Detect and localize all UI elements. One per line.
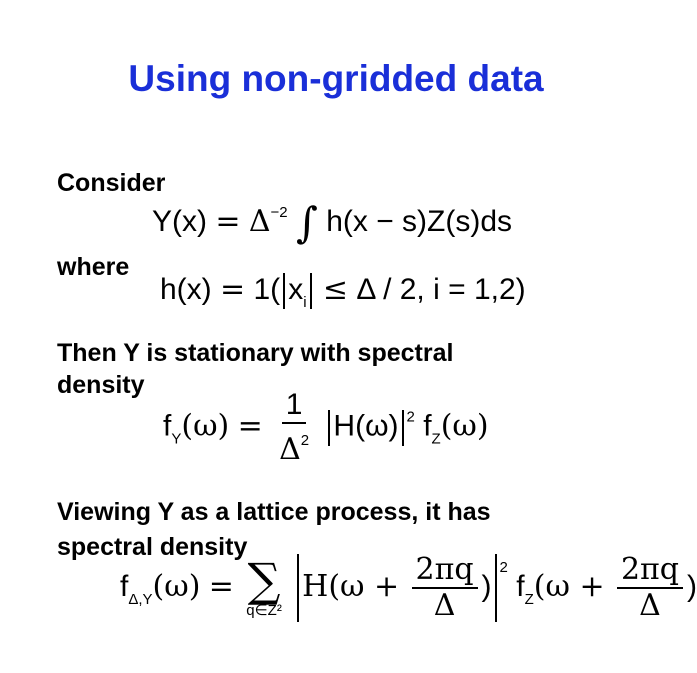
eq4-close2: ): [686, 569, 697, 603]
norm2-bar-right: [495, 554, 497, 622]
eq3-h: H(ω): [333, 409, 399, 443]
eq4-fraction-1: [412, 553, 478, 623]
eq2-rest: Δ / 2, i = 1,2): [356, 273, 526, 306]
eq3-sub-z: Z: [431, 430, 441, 448]
eq4-f: f: [120, 569, 129, 603]
equation-3: [163, 388, 489, 467]
eq4-num: 2πq: [412, 553, 478, 589]
consider-text: Consider: [57, 169, 166, 197]
abs-bar-left: [283, 273, 285, 309]
eq3-fraction: [275, 388, 313, 467]
eq4-close: ): [481, 569, 492, 603]
eq2-lhs: h(x): [160, 273, 212, 306]
eq1-integral: ∫: [295, 198, 318, 247]
eq3-sq: 2: [406, 408, 415, 426]
norm2-bar-left: [297, 554, 299, 622]
then-line-1: Then Y is stationary with spectral: [57, 339, 454, 367]
eq4-sub-z: Z: [524, 590, 534, 608]
eq4-num2: 2πq: [617, 553, 683, 589]
eq1-equals: =: [215, 204, 241, 239]
eq1-delta: Δ: [248, 204, 271, 239]
equation-4: [120, 553, 697, 623]
equation-2: [160, 272, 526, 311]
eq4-fz-open: (ω +: [533, 568, 605, 604]
then-line-2: density: [57, 371, 145, 399]
eq1-rhs: h(x − s)Z(s)ds: [326, 205, 513, 238]
viewing-line-2: spectral density: [57, 533, 248, 561]
eq3-den-delta: Δ: [279, 432, 301, 467]
eq2-le: ≤: [322, 272, 349, 307]
eq3-fz: f: [423, 409, 432, 443]
eq3-arg2: (ω): [440, 408, 489, 444]
eq4-sum: [246, 553, 282, 619]
eq2-one: 1(: [253, 273, 281, 306]
eq4-arg: (ω): [152, 568, 201, 604]
eq4-fz: f: [516, 569, 525, 603]
eq4-sum-limit: q∈Z²: [246, 602, 282, 619]
eq3-den: [275, 424, 313, 467]
eq3-arg: (ω): [181, 408, 230, 444]
eq4-den2: Δ: [639, 588, 661, 623]
slide-title: Using non-gridded data: [128, 58, 544, 99]
equation-1: [152, 198, 512, 247]
where-text: where: [57, 253, 130, 281]
eq2-equals: =: [220, 272, 246, 307]
eq4-sub: Δ,Y: [128, 590, 153, 608]
eq1-exponent: −2: [270, 204, 288, 221]
eq2-x: x: [288, 273, 304, 306]
viewing-line-1: Viewing Y as a lattice process, it has: [57, 498, 491, 526]
eq4-equals: =: [208, 568, 234, 604]
eq3-sub-y: Y: [171, 430, 182, 448]
eq2-sub-i: i: [303, 294, 307, 311]
eq1-lhs: Y(x): [152, 205, 207, 238]
eq3-f: f: [163, 409, 172, 443]
norm-bar-right: [402, 410, 404, 446]
eq3-num: 1: [282, 388, 307, 424]
eq3-equals: =: [237, 408, 263, 444]
eq4-den: Δ: [433, 588, 456, 623]
abs-bar-right: [310, 273, 312, 309]
norm-bar-left: [328, 410, 330, 446]
eq4-fraction-2: [617, 553, 683, 623]
sigma-icon: ∑: [247, 553, 281, 607]
eq3-den-exp: 2: [300, 432, 310, 449]
eq4-h-open: H(ω +: [302, 568, 400, 604]
eq4-sq: 2: [499, 558, 508, 576]
